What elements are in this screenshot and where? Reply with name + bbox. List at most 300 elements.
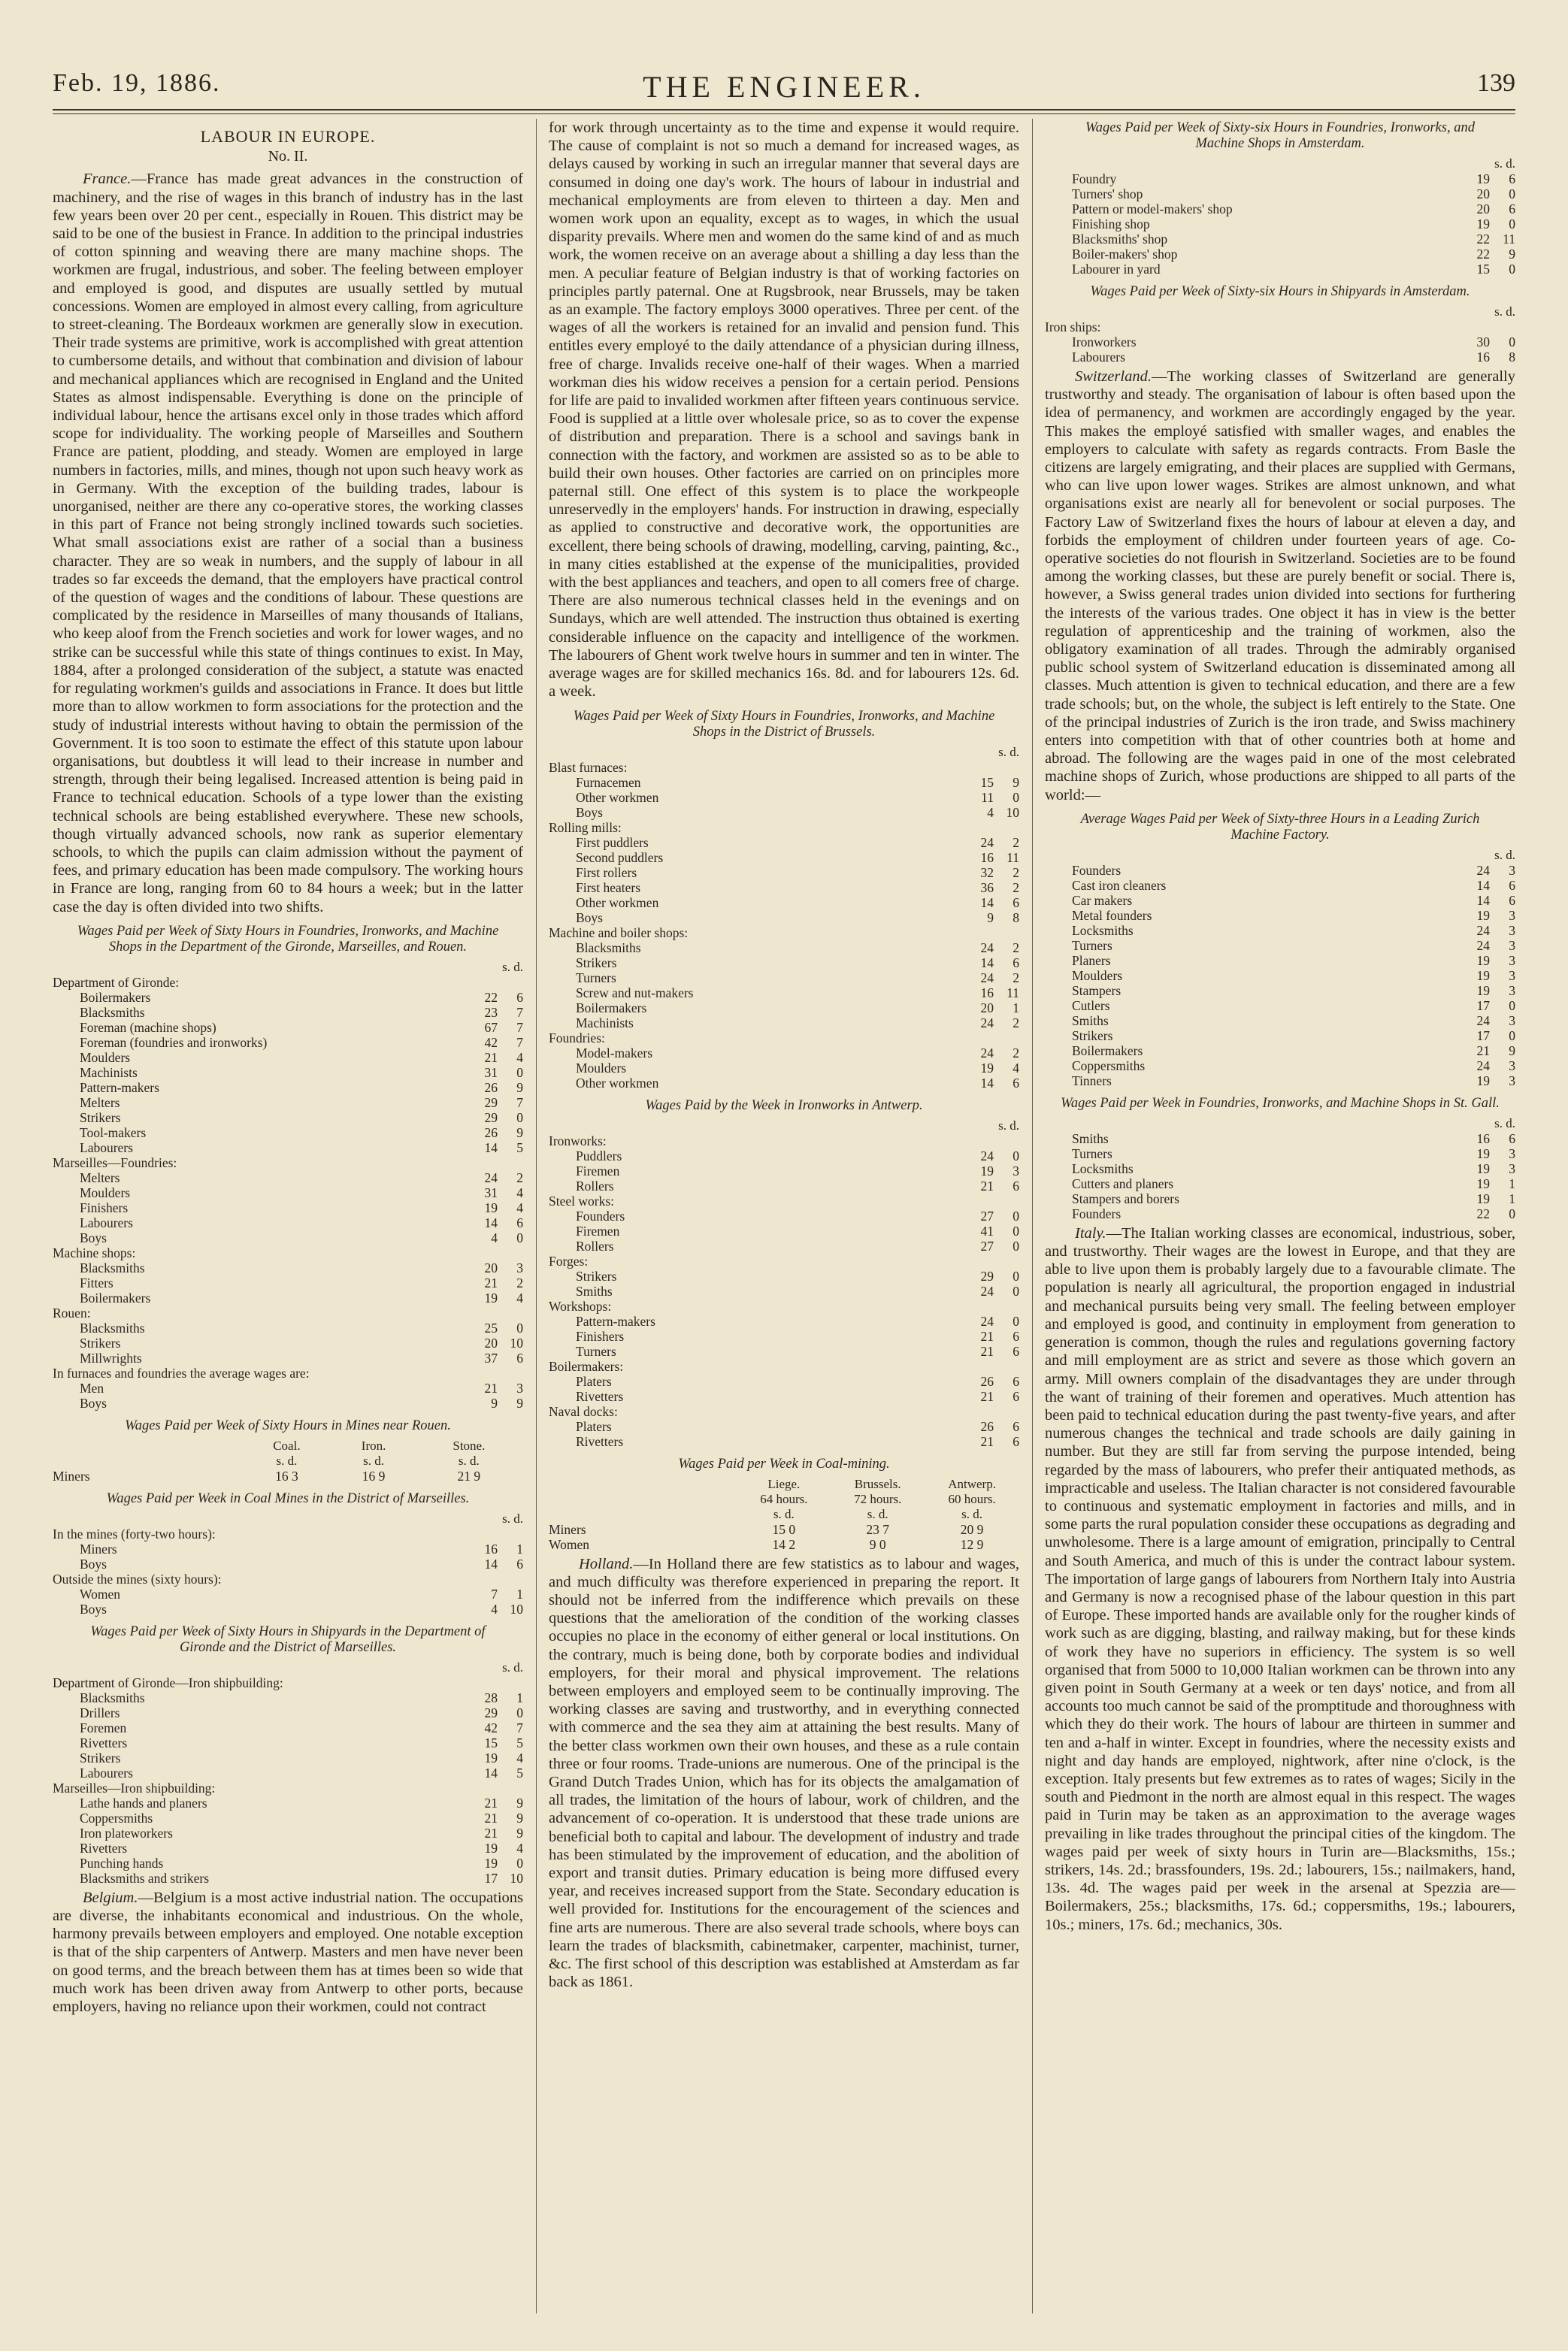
table-row [53, 1260, 523, 1275]
pence-cell [1490, 319, 1515, 334]
shillings-cell: 24 [980, 834, 994, 850]
table-row [53, 1396, 523, 1411]
pence-cell: 10 [510, 1601, 523, 1617]
wage-table-zurich: s. d. Founders 24 3 Cast iron cleaners 14 6 Car makers 14 6 Metal founders 19 3 Locksmiths 24 3 Turners 24 3 Planers 19 3 Moulders 19 3 Stampers 19 3 Cutlers 17 0 Smiths 24 3 Strikers 17 0 Boilermakers 21 9 Coppersmiths 24 3 Tinners 19 3 [1045, 848, 1515, 1088]
pence-cell: 6 [1509, 1130, 1515, 1146]
pence-cell: 3 [516, 1260, 523, 1275]
table-row [53, 1095, 523, 1110]
table-group-heading [53, 1526, 523, 1542]
shillings-cell: 21 [980, 1328, 994, 1344]
shillings-cell: 17 [1476, 997, 1490, 1013]
pence-cell: 0 [1013, 1283, 1019, 1299]
row-label: Metal founders [1072, 907, 1152, 923]
row-label: Women [80, 1586, 120, 1602]
row-label: Car makers [1072, 892, 1133, 908]
table-caption: Wages Paid per Week of Sixty Hours in Shipyards in the Department of Gironde and the District of Marseilles. [90, 1623, 486, 1655]
row-label: In furnaces and foundries the average wages are: [53, 1365, 310, 1381]
table-row [53, 1290, 523, 1306]
shillings-cell [968, 1404, 994, 1419]
shillings-cell: 20 [1476, 186, 1490, 201]
pence-cell: 9 [516, 1395, 523, 1411]
row-label: Boilermakers [576, 1000, 647, 1015]
table-row [549, 1224, 1019, 1239]
pence-cell: 1 [1509, 1191, 1515, 1206]
shillings-cell: 19 [980, 1060, 994, 1076]
row-label: Ironworks: [549, 1133, 607, 1148]
table-row [549, 1000, 1019, 1015]
shillings-cell: 19 [484, 1200, 498, 1215]
shillings-cell [472, 1781, 498, 1796]
pence-cell: 6 [1509, 877, 1515, 893]
shillings-cell: 42 [484, 1034, 498, 1050]
table-row [549, 895, 1019, 910]
shillings-cell: 26 [484, 1079, 498, 1095]
pence-cell: 3 [1509, 907, 1515, 923]
row-label: First puddlers [576, 834, 649, 850]
shillings-cell: 24 [980, 1148, 994, 1163]
table-row [549, 1045, 1019, 1061]
table-row [53, 1871, 523, 1886]
table-row [1045, 968, 1515, 983]
shillings-cell: 14 [484, 1139, 498, 1155]
shillings-cell [472, 1675, 498, 1690]
row-label: Puddlers [576, 1148, 622, 1163]
row-label: Foundries: [549, 1030, 605, 1045]
pence-cell: 5 [516, 1765, 523, 1781]
shillings-cell [1464, 319, 1490, 334]
pence-cell: 2 [1013, 864, 1019, 880]
row-label: Blacksmiths [80, 1004, 145, 1020]
table-row [53, 1005, 523, 1020]
pence-cell: 2 [1013, 1015, 1019, 1030]
pence-cell: 1 [516, 1541, 523, 1557]
pence-cell: 4 [516, 1200, 523, 1215]
column-divider [536, 119, 537, 2313]
table-row [1045, 1043, 1515, 1058]
row-label: Blacksmiths [80, 1320, 145, 1336]
pence-cell [498, 1781, 523, 1796]
table-row [53, 1735, 523, 1750]
pence-cell [994, 1133, 1019, 1148]
row-label: Screw and nut-makers [576, 985, 694, 1000]
table-row [1045, 878, 1515, 893]
wage-table-rouen-mines: Coal. Iron. Stone. s. d. s. d. s. d. Miners 16 3 16 9 21 9 [53, 1439, 523, 1484]
table-group-heading [549, 1404, 1019, 1419]
table-row [53, 1856, 523, 1871]
pence-cell: 7 [516, 1019, 523, 1035]
row-label: Rivetters [80, 1840, 128, 1856]
row-label: Turners [1072, 1145, 1112, 1161]
pence-cell: 6 [1013, 1388, 1019, 1404]
table-row [549, 1389, 1019, 1404]
row-label: Founders [1072, 1206, 1122, 1221]
shillings-cell [968, 1133, 994, 1148]
paragraph-belgium: Belgium.—Belgium is a most active industrial nation. The occupations are diverse, the inhabitants economical and industrious. On the whole, harmony prevails between employers and employed. One notable exception is that of the ship carpenters of Antwerp. Masters and men have never been on good terms, and the breach between them has at times been so wide that much work has been driven away from Antwerp to other ports, because employers, having no reliance upon their workmen, could not contract [53, 1889, 523, 2015]
shillings-cell: 36 [980, 879, 994, 895]
row-label: Blacksmiths [576, 939, 641, 955]
wage-table-amsterdam-shipyards: s. d. Iron ships: Ironworkers 30 0 Labourers 16 8 [1045, 304, 1515, 365]
shillings-cell: 29 [484, 1109, 498, 1125]
header-rule [53, 109, 1515, 110]
table-row [1045, 983, 1515, 998]
table-caption: Wages Paid per Week of Sixty-six Hours in Shipyards in Amsterdam. [1090, 284, 1470, 299]
shillings-cell: 14 [484, 1215, 498, 1230]
paragraph-italy: Italy.—The Italian working classes are economical, industrious, sober, and trustworthy. Their wages are the lowest in Europe, and that they are able to live upon them is probably largely due to a favourable climate. The population is nearly all agricultural, the proportion engaged in industrial and mechanical pursuits being very small. The feeling between employer and employed is good, and continuity in employment from generation to generation is common, though the rules and regulations governing factory and mill employment are as strict and severe as those which govern an army. Mill owners complain of the disadvantages they are under through the want of training of their foremen and operatives. Much attention has been paid to technical education during the past twenty-five years, and after numerous changes the technical and trade schools are daily gaining in number. But they are still far from serving the purpose intended, being regarded by the mass of labourers, who prefer their antiquated methods, as impracticable and useless. The Italian character is not considered favourable to continuous and systematic employment in factories and mills, and in some parts the rural population consider these occupations as degrading and unwholesome. There is a large amount of emigration, principally to Central and South America, and much of this is under the contract labour system. The importation of large gangs of labourers from Northern Italy into Austria and Germany is now a recognised phase of the labour question in this part of Europe. These imported hands are available only for the rougher kinds of work such as are digging, blasting, and railway making, but for these kinds of work they have no superiors in efficiency. The system is so well organised that from 5000 to 10,000 Italian workmen can be thrown into any given point in South Germany at a week or ten days' notice, and from all accounts too much cannot be said of the promptitude and thoroughness with which they do their work. The hours of labour are thirteen in summer and ten and a-half in winter. Except in foundries, where the necessity exists and night and day hands are employed, nightwork, after nine o'clock, is the exception. Italy presents but few extremes as to rates of wages; Sicily in the south and Piedmont in the north are almost equal in this respect. The wages paid in Turin may be taken as an approximation to the average wages prevailing in like trades throughout the principal cities of the kingdom. The wages paid per week of sixty hours in Turin are—Blacksmiths, 15s.; strikers, 14s. 2d.; brassfounders, 19s. 2d.; labourers, 15s.; nailmakers, hand, 13s. 4d. The wages paid per week in the arsenal at Spezzia are—Boilermakers, 25s.; blacksmiths, 17s. 6d.; coppersmiths, 19s.; labourers, 10s.; miners, 17s. 6d.; mechanics, 30s. [1045, 1224, 1515, 1933]
row-label: Boys [576, 909, 603, 925]
pence-cell: 6 [1509, 892, 1515, 908]
row-label: Workshops: [549, 1298, 612, 1314]
table-row [1045, 908, 1515, 923]
table-row [1045, 334, 1515, 349]
table-row [1045, 1161, 1515, 1176]
pence-cell: 3 [1509, 952, 1515, 968]
shillings-cell: 20 [1476, 201, 1490, 216]
row-label: Machine shops: [53, 1245, 136, 1260]
shillings-cell: 14 [484, 1765, 498, 1781]
pence-cell: 6 [1013, 955, 1019, 970]
table-group-heading [53, 1572, 523, 1587]
shillings-cell: 21 [484, 1810, 498, 1826]
shillings-cell: 23 [484, 1004, 498, 1020]
row-label: Coppersmiths [80, 1810, 153, 1826]
shillings-cell: 4 [987, 804, 994, 820]
row-label: Strikers [80, 1750, 121, 1766]
shillings-cell: 19 [484, 1750, 498, 1766]
pence-cell [498, 1526, 523, 1542]
wage-table-brussels: s. d. Blast furnaces: Furnacemen 15 9 Other workmen 11 0 Boys 4 10 Rolling mills: First puddlers 24 2 Second puddlers 16 11 First rollers 32 2 First heaters 36 2 Other workmen 14 6 Boys 9 8 Machine and boiler shops: Blacksmiths 24 2 Strikers 14 6 Turners 24 2 Screw and nut-makers 16 11 Boilermakers 20 1 Machinists 24 2 Foundries: Model-makers 24 2 Moulders 19 4 Other workmen 14 6 [549, 744, 1019, 1091]
shillings-cell: 21 [1476, 1042, 1490, 1058]
pence-cell: 3 [1509, 937, 1515, 953]
pence-cell: 3 [1509, 1057, 1515, 1073]
row-label: Moulders [80, 1049, 131, 1065]
shillings-cell: 24 [1476, 1057, 1490, 1073]
shillings-cell: 15 [1476, 262, 1490, 277]
pence-cell: 0 [1509, 1027, 1515, 1043]
row-label: Firemen [576, 1223, 620, 1239]
shillings-cell [968, 925, 994, 940]
table-row [53, 1796, 523, 1811]
row-label: Second puddlers [576, 849, 664, 865]
row-label: Blacksmiths and strikers [80, 1870, 210, 1886]
pence-cell: 3 [1509, 967, 1515, 983]
row-label: Moulders [1072, 967, 1123, 983]
shillings-cell: 19 [1476, 1145, 1490, 1161]
shillings-cell [472, 1155, 498, 1170]
table-group-heading [549, 1030, 1019, 1045]
pence-cell: 6 [1013, 1328, 1019, 1344]
table-caption: Wages Paid per Week in Coal Mines in the District of Marseilles. [106, 1490, 470, 1506]
row-label: Rollers [576, 1238, 614, 1254]
pence-cell: 6 [516, 1215, 523, 1230]
row-label: Tool-makers [80, 1124, 147, 1140]
row-label: Boys [80, 1395, 107, 1411]
table-row [1045, 1058, 1515, 1073]
table-row [53, 1185, 523, 1200]
table-row [1045, 231, 1515, 247]
shillings-cell: 24 [1476, 937, 1490, 953]
table-row [53, 990, 523, 1005]
shillings-cell: 14 [980, 955, 994, 970]
table-row [549, 955, 1019, 970]
table-caption: Wages Paid per Week in Foundries, Ironworks, and Machine Shops in St. Gall. [1061, 1095, 1500, 1111]
pence-cell: 10 [1006, 804, 1019, 820]
shillings-cell: 22 [1476, 247, 1490, 262]
shillings-cell: 27 [980, 1208, 994, 1224]
shillings-cell: 21 [484, 1795, 498, 1811]
table-row [53, 1351, 523, 1366]
row-label: Cutters and planers [1072, 1176, 1174, 1191]
paragraph-belgium-continued: for work through uncertainty as to the time and expense it would require. The cause of complaint is not so much a demand for increased wages, as delays caused by working in such an irregular manner that several days are consumed in doing one day's work. The hours of labour in industrial and mechanical employments are from eleven to thirteen a day. Men and women work upon an equality, except as to wages, in which the usual disparity prevails. Where men and women do the same kind of and as much work, the women receive on an average about a shilling a day less than the men. A peculiar feature of Belgian industry is that of working factories on principles partly paternal. One at Rugsbrook, near Brussels, may be taken as an example. The factory employs 3000 operatives. Three per cent. of the wages of all the workers is retained for an invalid and pension fund. This entitles every employé to the daily attendance of a physician during illness, free of charge. Invalids receive one-half of their wages. When a married workman dies his widow receives a pension for a certain period. Pensions for life are paid to invalided workmen after fifteen years continuous service. Food is supplied at a little over wholesale price, so as to cover the expense of distribution and preparation. There is a school and savings bank in connection with the factory, and workmen are assisted so as to be able to build their own houses. Other factories are carried on on principles more paternal still. One effect of this system is to place the workpeople unreservedly in the employers' hands. For instruction in drawing, especially as applied to constructive and decorative work, the opportunities are excellent, there being schools of drawing, modelling, carving, painting, &c., in many cities established at the expense of the municipalities, provided with the best appliances and teachers, and open to all comers free of charge. There are also numerous technical classes held in the evenings and on Sundays, which are well attended. The instruction thus obtained is exerting considerable influence on the capacity and intelligence of the workmen. The labourers of Ghent work twelve hours in summer and ten in winter. The average wages are for skilled mechanics 16s. 8d. and for labourers 12s. 6d. a week. [549, 120, 1019, 700]
table-caption: Wages Paid by the Week in Ironworks in Antwerp. [645, 1097, 923, 1113]
pence-cell [498, 1572, 523, 1587]
pence-cell: 9 [516, 1124, 523, 1140]
table-row [53, 1381, 523, 1396]
row-label: Ironworkers [1072, 334, 1137, 349]
row-label: Strikers [576, 955, 617, 970]
shillings-cell: 19 [980, 1163, 994, 1179]
wage-table-antwerp: s. d. Ironworks: Puddlers 24 0 Firemen 19 3 Rollers 21 6 Steel works: Founders 27 0 Firemen 41 0 Rollers 27 0 Forges: Strikers 29 0 Smiths 24 0 Workshops: Pattern-makers 24 0 Finishers 21 6 Turners 21 6 Boilermakers: Platers 26 6 Rivetters 21 6 Naval docks: Platers 26 6 Rivetters 21 6 [549, 1118, 1019, 1449]
row-label: Turners [576, 1343, 616, 1359]
row-label: Other workmen [576, 1075, 659, 1091]
shillings-cell: 7 [491, 1586, 498, 1602]
table-group-heading [549, 1359, 1019, 1374]
shillings-cell: 24 [980, 970, 994, 985]
row-label: Locksmiths [1072, 1160, 1134, 1176]
table-row [549, 970, 1019, 985]
pence-cell: 2 [1013, 1045, 1019, 1061]
pence-cell: 5 [516, 1139, 523, 1155]
section-lead-belgium: Belgium. [83, 1889, 138, 1906]
shillings-cell: 24 [980, 1045, 994, 1061]
shillings-cell: 22 [1476, 231, 1490, 247]
row-label: Smiths [1072, 1012, 1109, 1028]
table-group-heading [549, 1299, 1019, 1314]
shillings-cell: 20 [484, 1260, 498, 1275]
shillings-cell: 9 [491, 1395, 498, 1411]
row-label: Strikers [80, 1109, 121, 1125]
table-row [1045, 1028, 1515, 1043]
table-row [53, 1215, 523, 1230]
shillings-cell: 32 [980, 864, 994, 880]
pence-cell: 0 [1509, 262, 1515, 277]
pence-cell: 4 [516, 1185, 523, 1200]
pence-cell: 11 [1006, 985, 1019, 1000]
table-row [549, 1179, 1019, 1194]
table-row [53, 1020, 523, 1035]
pence-cell: 8 [1509, 349, 1515, 365]
row-label: Turners [576, 970, 616, 985]
shillings-cell: 19 [1476, 171, 1490, 186]
shillings-cell: 19 [1476, 1176, 1490, 1191]
pence-cell: 0 [1509, 1206, 1515, 1221]
row-label: Boiler-makers' shop [1072, 247, 1178, 262]
table-group-heading [549, 760, 1019, 775]
shillings-cell: 19 [1476, 967, 1490, 983]
table-row [549, 940, 1019, 955]
pence-cell [994, 760, 1019, 775]
row-label: Finishing shop [1072, 216, 1150, 231]
section-lead-holland: Holland. [579, 1555, 634, 1572]
row-label: Pattern or model-makers' shop [1072, 201, 1233, 216]
table-group-heading [53, 1675, 523, 1690]
table-row [1045, 1191, 1515, 1206]
row-label: Blacksmiths [80, 1260, 145, 1275]
table-caption: Wages Paid per Week of Sixty Hours in Foundries, Ironworks, and Machine Shops in the Department of the Gironde, Marseilles, and Rouen. [77, 923, 499, 955]
shillings-cell: 4 [491, 1230, 498, 1245]
shillings-cell: 21 [484, 1275, 498, 1290]
shillings-cell: 26 [484, 1124, 498, 1140]
pence-cell: 6 [1013, 1178, 1019, 1194]
table-caption: Average Wages Paid per Week of Sixty-three Hours in a Leading Zurich Machine Factory. [1080, 811, 1480, 843]
pence-cell [498, 1306, 523, 1321]
row-label: Outside the mines (sixty hours): [53, 1571, 222, 1587]
shillings-cell: 4 [491, 1601, 498, 1617]
table-row [1045, 863, 1515, 878]
row-label: Department of Gironde—Iron shipbuilding: [53, 1675, 283, 1690]
section-lead-france: France. [83, 171, 132, 188]
shillings-cell: 27 [980, 1238, 994, 1254]
pence-cell: 6 [1013, 1433, 1019, 1449]
table-row [549, 1163, 1019, 1179]
table-row [1045, 1013, 1515, 1028]
pence-cell: 0 [1013, 1223, 1019, 1239]
pence-cell: 1 [1013, 1000, 1019, 1015]
pence-cell: 0 [516, 1109, 523, 1125]
shillings-cell: 25 [484, 1320, 498, 1336]
pence-cell: 2 [1013, 970, 1019, 985]
table-row [549, 790, 1019, 805]
pence-cell: 2 [516, 1169, 523, 1185]
shillings-cell: 14 [1476, 877, 1490, 893]
pence-cell: 6 [1013, 1418, 1019, 1434]
table-group-heading [53, 1306, 523, 1321]
shillings-cell: 21 [484, 1825, 498, 1841]
pence-cell: 6 [516, 1556, 523, 1572]
pence-cell [498, 975, 523, 990]
row-label: Punching hands [80, 1855, 164, 1871]
row-label: Planers [1072, 952, 1111, 968]
table-group-heading [549, 820, 1019, 835]
shillings-cell [968, 1254, 994, 1269]
row-label: Rollers [576, 1178, 614, 1194]
pence-cell: 7 [516, 1004, 523, 1020]
row-label: Furnacemen [576, 774, 641, 790]
pence-cell: 6 [1013, 894, 1019, 910]
row-label: Smiths [576, 1283, 613, 1299]
table-row [549, 985, 1019, 1000]
wage-table-marseilles-mines: s. d. In the mines (forty-two hours): Miners 16 1 Boys 14 6 Outside the mines (sixty hours): Women 7 1 Boys 4 10 [53, 1511, 523, 1617]
pence-cell: 11 [1503, 231, 1515, 247]
shillings-cell: 67 [484, 1019, 498, 1035]
table-row [549, 1284, 1019, 1299]
row-label: Foreman (machine shops) [80, 1019, 216, 1035]
row-label: Boys [80, 1556, 107, 1572]
table-group-heading [549, 1194, 1019, 1209]
table-row [549, 1269, 1019, 1284]
shillings-cell: 14 [980, 1075, 994, 1091]
table-group-heading [53, 1155, 523, 1170]
pence-cell: 6 [1013, 1075, 1019, 1091]
pence-cell: 10 [510, 1870, 523, 1886]
pence-cell [498, 1245, 523, 1260]
row-label: Drillers [80, 1705, 120, 1720]
row-label: Boys [80, 1601, 107, 1617]
shillings-cell: 37 [484, 1350, 498, 1366]
table-row [1045, 1206, 1515, 1221]
pence-cell: 3 [1509, 862, 1515, 878]
row-label: Foremen [80, 1720, 127, 1735]
row-label: Other workmen [576, 789, 659, 805]
table-row [1045, 247, 1515, 262]
row-label: Model-makers [576, 1045, 653, 1061]
shillings-cell: 24 [1476, 922, 1490, 938]
pence-cell: 7 [516, 1094, 523, 1110]
table-row [1045, 1131, 1515, 1146]
pence-cell: 10 [510, 1335, 523, 1351]
table-row [549, 1344, 1019, 1359]
row-label: Firemen [576, 1163, 620, 1179]
table-group-heading [1045, 319, 1515, 334]
wage-table-amsterdam: s. d. Foundry 19 6 Turners' shop 20 0 Pattern or model-makers' shop 20 6 Finishing shop 19 0 Blacksmiths' shop 22 11 Boiler-makers' shop 22 9 Labourer in yard 15 0 [1045, 156, 1515, 277]
table-row [549, 1419, 1019, 1434]
shillings-cell: 31 [484, 1185, 498, 1200]
column-divider [1032, 119, 1033, 2313]
table-row [53, 1750, 523, 1766]
pence-cell: 5 [516, 1735, 523, 1750]
table-row [549, 1434, 1019, 1449]
pence-cell: 0 [516, 1705, 523, 1720]
table-row [549, 910, 1019, 925]
row-label: Rivetters [80, 1735, 128, 1750]
row-label: Marseilles—Iron shipbuilding: [53, 1780, 216, 1796]
table-row [1045, 349, 1515, 365]
column-2 [549, 119, 1019, 2313]
paragraph-holland: Holland.—In Holland there are few statistics as to labour and wages, and much difficulty was therefore experienced in preparing the report. It should not be inferred from the indifference which prevails on these questions that the amelioration of the condition of the working classes occupies no place in the economy of either general or local institutions. On the contrary, much is being done, both by corporate bodies and individual employers, for their moral and physical improvement. The relations between employers and employed seem to be continually improving. The working classes are saving and trustworthy, and in everything connected with commerce and the sea they aim at attaining the best results. Many of the better class workmen own their own houses, and these as a rule contain three or four rooms. Trade-unions are numerous. One of the principal is the Grand Dutch Trades Union, which has for its objects the amalgamation of all trades, the limitation of the hours of labour, work of children, and the advancement of co-operation. It is understood that these trade unions are beneficial both to capital and labour. The development of industry and trade has been stimulated by the improvement of education, and the abolition of export and transit duties. Primary education is being more diffused every year, and receives increased support from the State. Secondary education is well provided for. Institutions for the encouragement of the sciences and fine arts are numerous. There are also several trade schools, where boys can learn the trades of blacksmith, cabinetmaker, carpenter, machinist, turner, &c. The first school of this description was established at Amsterdam as far back as 1861. [549, 1555, 1019, 1991]
shillings-cell: 24 [484, 1169, 498, 1185]
shillings-cell: 24 [1476, 862, 1490, 878]
pence-cell: 3 [1509, 922, 1515, 938]
pence-cell: 2 [1013, 834, 1019, 850]
pence-cell: 2 [1013, 879, 1019, 895]
table-row [1045, 262, 1515, 277]
row-label: Labourers [1072, 349, 1125, 365]
shillings-cell: 17 [1476, 1027, 1490, 1043]
table-row [53, 1826, 523, 1841]
shillings-cell: 21 [980, 1178, 994, 1194]
table-row [53, 1125, 523, 1140]
row-label: Iron plateworkers [80, 1825, 173, 1841]
row-label: Naval docks: [549, 1403, 618, 1419]
pence-cell: 0 [516, 1855, 523, 1871]
table-row [53, 1690, 523, 1705]
row-label: Marseilles—Foundries: [53, 1154, 177, 1170]
table-row [1045, 893, 1515, 908]
row-label: Rivetters [576, 1388, 624, 1404]
wage-table-shipyards: s. d. Department of Gironde—Iron shipbuilding: Blacksmiths 28 1 Drillers 29 0 Foremen 42 7 Rivetters 15 5 Strikers 19 4 Labourers 14 5 Marseilles—Iron shipbuilding: Lathe hands and planers 21 9 Coppersmiths 21 9 Iron plateworkers 21 9 Rivetters 19 4 Punching hands 19 0 Blacksmiths and strikers 17 10 [53, 1660, 523, 1886]
row-label: Fitters [80, 1275, 114, 1290]
shillings-cell: 14 [980, 894, 994, 910]
shillings-cell: 19 [484, 1855, 498, 1871]
table-row [53, 1275, 523, 1290]
pence-cell: 1 [516, 1586, 523, 1602]
table-row [1045, 938, 1515, 953]
row-label: Platers [576, 1373, 612, 1389]
pence-cell: 2 [1013, 939, 1019, 955]
row-label: Boilermakers [1072, 1042, 1143, 1058]
pence-cell: 2 [516, 1275, 523, 1290]
row-label: Other workmen [576, 894, 659, 910]
pence-cell: 9 [516, 1795, 523, 1811]
